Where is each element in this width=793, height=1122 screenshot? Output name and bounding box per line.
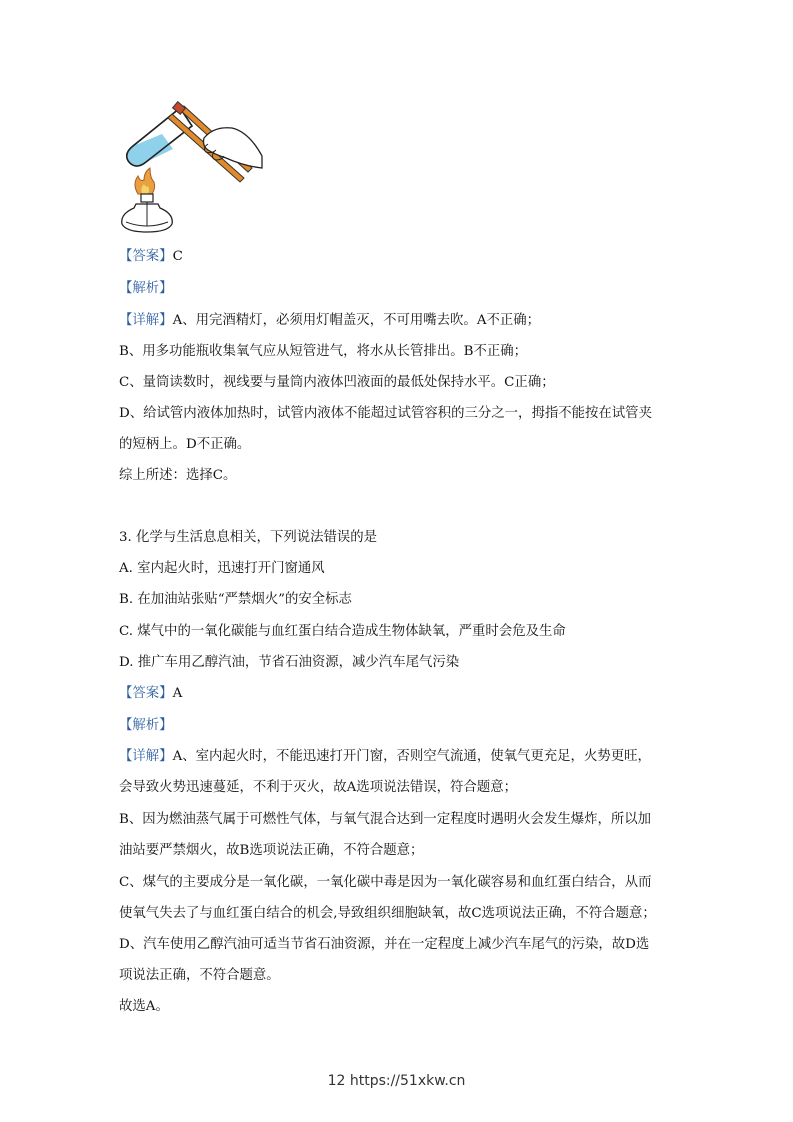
detail-tag: 【详解】: [119, 749, 173, 764]
q3-option-c: C. 煤气中的一氧化碳能与血红蛋白结合造成生物体缺氧，严重时会危及生命: [119, 624, 566, 639]
q3-conclusion: 故选A。: [119, 999, 169, 1014]
answer-value: C: [172, 249, 183, 264]
footer-url[interactable]: https://51xkw.cn: [349, 1073, 466, 1089]
page-number: 12: [327, 1073, 346, 1089]
detail-text: A、用完酒精灯，必须用灯帽盖灭，不可用嘴去吹。A不正确；: [172, 313, 541, 328]
q3-detail-line-4: 油站要严禁烟火，故B选项说法正确，不符合题意；: [119, 843, 424, 858]
detail-tag: 【详解】: [119, 313, 173, 328]
q2-conclusion: 综上所述：选择C。: [119, 468, 237, 483]
q3-option-b: B. 在加油站张贴“严禁烟火”的安全标志: [119, 592, 352, 607]
answer-tag: 【答案】: [119, 686, 173, 701]
q3-detail-line-1: [119, 748, 651, 766]
q3-detail-line-7: D、汽车使用乙醇汽油可适当节省石油资源，并在一定程度上减少汽车尾气的污染，故D选: [119, 937, 650, 952]
q3-detail-line-3: B、因为燃油蒸气属于可燃性气体，与氧气混合达到一定程度时遇明火会发生爆炸，所以加: [119, 812, 652, 827]
q2-detail-line-5: 的短柄上。D不正确。: [119, 437, 251, 452]
answer-tag: 【答案】: [119, 249, 173, 264]
q3-option-a: A. 室内起火时，迅速打开门窗通风: [119, 561, 325, 576]
q3-analysis-tag: 【解析】: [119, 718, 173, 733]
test-tube-heating-illustration: [114, 96, 264, 236]
q3-detail-line-6: 使氧气失去了与血红蛋白结合的机会,导致组织细胞缺氧，故C选项说法正确，不符合题意；: [119, 906, 656, 921]
page-footer: [0, 1073, 793, 1089]
q3-stem: 3. 化学与生活息息相关，下列说法错误的是: [119, 530, 378, 545]
test-tube: [127, 108, 192, 166]
q3-detail-line-5: C、煤气的主要成分是一氧化碳，一氧化碳中毒是因为一氧化碳容易和血红蛋白结合，从而: [119, 875, 652, 890]
answer-value: A: [172, 686, 183, 701]
flame: [135, 168, 155, 194]
hand: [204, 128, 263, 168]
q3-detail-line-8: 项说法正确，不符合题意。: [119, 968, 280, 983]
detail-text: A、室内起火时，不能迅速打开门窗，否则空气流通，使氧气更充足，火势更旺，: [172, 749, 651, 764]
q2-detail-line-3: C、量筒读数时，视线要与量筒内液体凹液面的最低处保持水平。C正确；: [119, 375, 555, 390]
q2-analysis-tag: 【解析】: [119, 281, 173, 296]
alcohol-lamp: [122, 194, 173, 232]
q2-detail-line-4: D、给试管内液体加热时，试管内液体不能超过试管容积的三分之一，拇指不能按在试管夹: [119, 406, 652, 421]
q2-detail-line-1: [119, 312, 540, 330]
q3-option-d: D. 推广车用乙醇汽油，节省石油资源，减少汽车尾气污染: [119, 655, 460, 670]
q3-answer-line: [119, 685, 182, 703]
test-tube-heating-drawing: [114, 96, 264, 236]
q2-answer-line: [119, 248, 183, 266]
q2-detail-line-2: B、用多功能瓶收集氧气应从短管进气，将水从长管排出。B不正确；: [119, 344, 528, 359]
q3-detail-line-2: 会导致火势迅速蔓延，不利于灭火，故A选项说法错误，符合题意；: [119, 780, 517, 795]
